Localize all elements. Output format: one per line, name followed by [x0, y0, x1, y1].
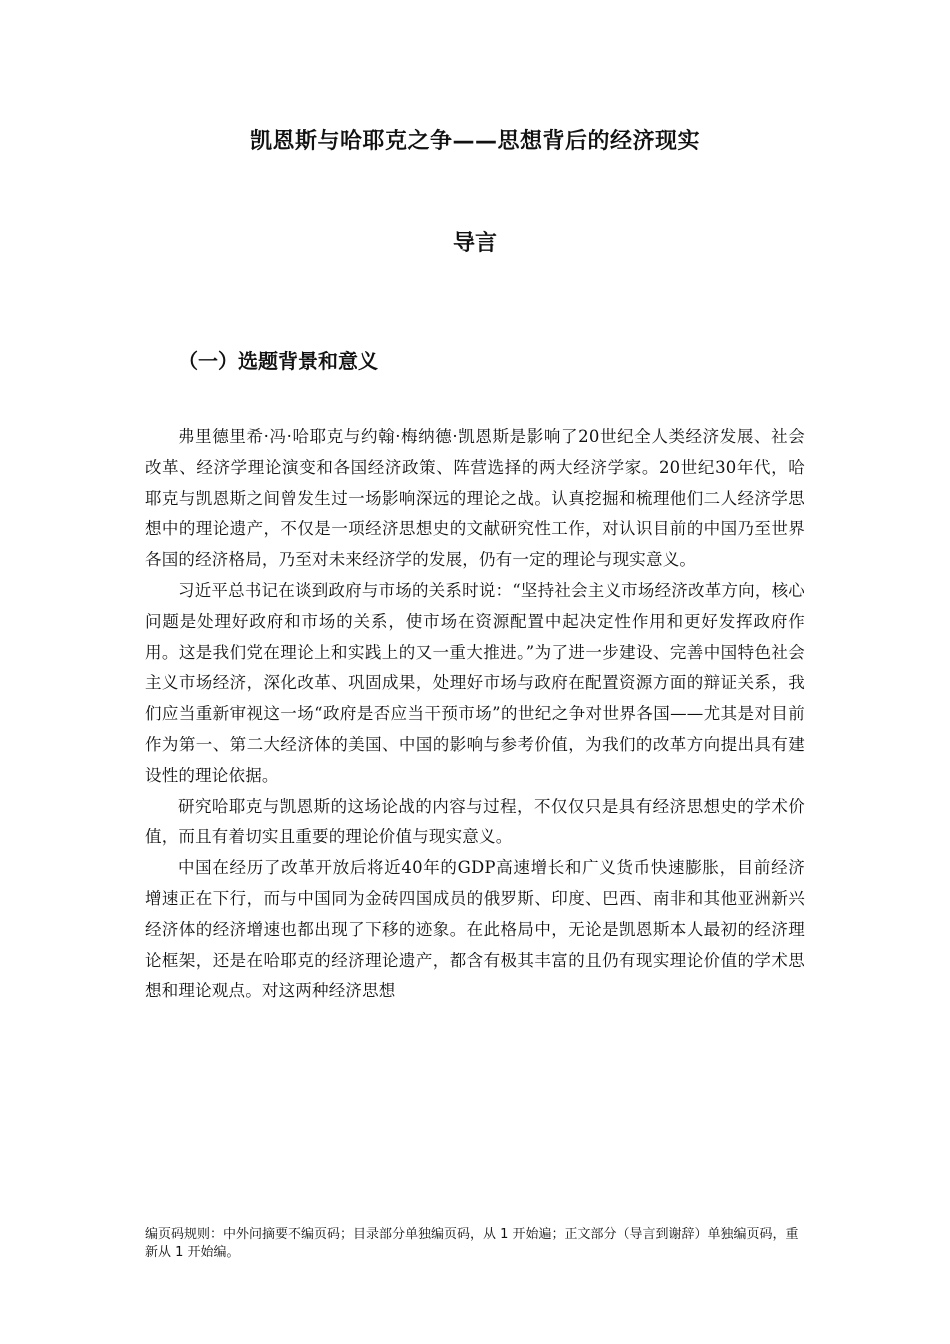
paragraph-3: 研究哈耶克与凯恩斯的这场论战的内容与过程，不仅仅只是具有经济思想史的学术价值，而且有着切实且重要的理论价值与现实意义。 [145, 796, 805, 847]
document-title: 凯恩斯与哈耶克之争——思想背后的经济现实 [249, 129, 700, 154]
page-number-rule-footnote: 编页码规则：中外问摘要不编页码；目录部分单独编页码，从 1 开始遍；正文部分（导言到谢辞）单独编页码，重新从 1 开始编。 [145, 1227, 799, 1260]
paragraph-4: 中国在经历了改革开放后将近40年的GDP高速增长和广义货币快速膨胀，目前经济增速正在下行，而与中国同为金砖四国成员的俄罗斯、印度、巴西、南非和其他亚洲新兴经济体的经济增速也都出现了下移的迹象。在此格局中，无论是凯恩斯本人最初的经济理论框架，还是在哈耶克的经济理论遗产，都含有极其丰富的且仍有现实理论价值的学术思想和理论观点。对这两种经济思想 [145, 858, 805, 1001]
paragraph-2: 习近平总书记在谈到政府与市场的关系时说：“坚持社会主义市场经济改革方向，核心问题是处理好政府和市场的关系，使市场在资源配置中起决定性作用和更好发挥政府作用。这是我们党在理论上和实践上的又一重大推进。”为了进一步建设、完善中国特色社会主义市场经济，深化改革、巩固成果，处理好市场与政府在配置资源方面的辩证关系，我们应当重新审视这一场“政府是否应当干预市场”的世纪之争对世界各国——尤其是对目前作为第一、第二大经济体的美国、中国的影响与参考价值，为我们的改革方向提出具有建设性的理论依据。 [145, 580, 805, 785]
introduction-heading: 导言 [452, 231, 497, 256]
paragraph-1: 弗里德里希·冯·哈耶克与约翰·梅纳德·凯恩斯是影响了20世纪全人类经济发展、社会改革、经济学理论演变和各国经济政策、阵营选择的两大经济学家。20世纪30年代，哈耶克与凯恩斯之间曾发生过一场影响深远的理论之战。认真挖掘和梳理他们二人经济学思想中的理论遗产，不仅是一项经济思想史的文献研究性工作，对认识目前的中国乃至世界各国的经济格局，乃至对未来经济学的发展，仍有一定的理论与现实意义。 [145, 427, 805, 570]
body-text [145, 422, 805, 1007]
section-heading: （一）选题背景和意义 [178, 349, 378, 373]
